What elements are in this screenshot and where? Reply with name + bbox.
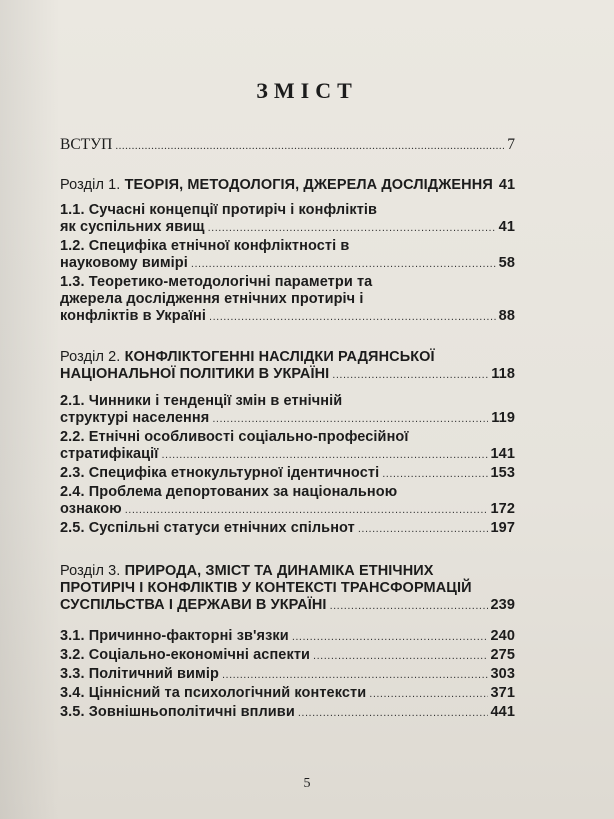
toc-section-3 bbox=[60, 563, 515, 721]
toc-entry-text: 2.1. Чинники і тенденції змін в етнічній bbox=[60, 393, 343, 409]
toc-entry-text: як суспільних явищ bbox=[60, 219, 205, 235]
page-shadow bbox=[0, 0, 60, 819]
toc-entry bbox=[60, 666, 515, 683]
section-label: Розділ 1. bbox=[60, 177, 121, 193]
section-items bbox=[60, 393, 515, 537]
toc-line bbox=[60, 136, 515, 153]
toc-entry bbox=[60, 704, 515, 721]
toc-entry-text: 3.2. Соціально-економічні аспекти bbox=[60, 647, 311, 663]
section-label: Розділ 3. bbox=[60, 563, 121, 579]
toc-entry bbox=[60, 274, 515, 325]
toc-entry-line bbox=[60, 393, 515, 410]
toc-entry-line bbox=[60, 410, 515, 427]
page-title: ЗМІСТ bbox=[256, 78, 358, 103]
leader-dots bbox=[208, 220, 496, 237]
intro-title: ВСТУП bbox=[60, 136, 113, 153]
toc-entry-line bbox=[60, 238, 515, 255]
toc-entry bbox=[60, 647, 515, 664]
toc-entry-line bbox=[60, 520, 515, 537]
section-title: ТЕОРІЯ, МЕТОДОЛОГІЯ, ДЖЕРЕЛА ДОСЛІДЖЕННЯ bbox=[124, 177, 493, 193]
section-items bbox=[60, 628, 515, 721]
toc-entry-text: ознакою bbox=[60, 501, 122, 517]
toc-entry-line bbox=[60, 202, 515, 219]
toc-entry-line bbox=[60, 647, 515, 664]
toc-entry-page: 275 bbox=[490, 647, 515, 663]
toc-entry-line bbox=[60, 465, 515, 482]
toc-entry-line bbox=[60, 308, 515, 325]
toc-entry-page: 88 bbox=[498, 308, 515, 324]
toc-entry-line bbox=[60, 501, 515, 518]
leader-dots bbox=[382, 466, 487, 483]
leader-dots bbox=[222, 667, 488, 684]
toc-entry-page: 58 bbox=[498, 255, 515, 271]
toc-entry bbox=[60, 628, 515, 645]
toc-entry-line bbox=[60, 291, 515, 308]
leader-dots bbox=[330, 598, 488, 615]
leader-dots bbox=[332, 367, 488, 384]
toc-entry-text: 3.4. Ціннісний та психологічний контексти bbox=[60, 685, 367, 701]
toc-section-2 bbox=[60, 349, 515, 537]
section-title: СУСПІЛЬСТВА І ДЕРЖАВИ В УКРАЇНІ bbox=[60, 597, 327, 613]
toc-entry-page: 172 bbox=[490, 501, 515, 517]
section-heading-line bbox=[60, 366, 515, 383]
toc-entry-line bbox=[60, 429, 515, 446]
toc-entry-page: 197 bbox=[490, 520, 515, 536]
section-page: 239 bbox=[490, 597, 515, 613]
section-title: ПРОТИРІЧ І КОНФЛІКТІВ У КОНТЕКСТІ ТРАНСФОРМАЦІЙ bbox=[60, 580, 472, 596]
leader-dots bbox=[212, 411, 488, 428]
section-heading-line bbox=[60, 177, 515, 194]
section-title: ПРИРОДА, ЗМІСТ ТА ДИНАМІКА ЕТНІЧНИХ bbox=[124, 563, 434, 579]
toc-section-1 bbox=[60, 177, 515, 325]
toc-entry bbox=[60, 202, 515, 236]
leader-dots bbox=[292, 629, 488, 646]
toc-entry-text: структурі населення bbox=[60, 410, 210, 426]
toc-entry-line bbox=[60, 484, 515, 501]
leader-dots bbox=[298, 705, 488, 722]
toc-entry-line bbox=[60, 255, 515, 272]
toc-entry-text: 1.3. Теоретико-методологічні параметри та bbox=[60, 274, 373, 290]
toc-entry-line bbox=[60, 219, 515, 236]
section-label: Розділ 2. bbox=[60, 349, 121, 365]
page-number: 5 bbox=[303, 776, 311, 791]
section-heading-line bbox=[60, 580, 515, 597]
toc-entry-line bbox=[60, 274, 515, 291]
leader-dots bbox=[161, 447, 487, 464]
toc-entry-page: 303 bbox=[490, 666, 515, 682]
toc-entry-page: 240 bbox=[490, 628, 515, 644]
toc-entry bbox=[60, 484, 515, 518]
toc-entry-line bbox=[60, 628, 515, 645]
section-heading-line bbox=[60, 563, 515, 580]
section-heading-line bbox=[60, 349, 515, 366]
toc-entry-text: 3.5. Зовнішньополітичні впливи bbox=[60, 704, 295, 720]
toc-entry-text: 2.2. Етнічні особливості соціально-професійної bbox=[60, 429, 409, 445]
toc-entry-page: 119 bbox=[491, 410, 515, 426]
leader-dots bbox=[115, 138, 504, 155]
section-title: КОНФЛІКТОГЕННІ НАСЛІДКИ РАДЯНСЬКОЇ bbox=[124, 349, 435, 365]
toc-entry-text: 2.4. Проблема депортованих за національною bbox=[60, 484, 398, 500]
leader-dots bbox=[191, 256, 496, 273]
table-of-contents bbox=[60, 126, 515, 721]
toc-entry-text: науковому вимірі bbox=[60, 255, 188, 271]
toc-entry bbox=[60, 520, 515, 537]
section-title: НАЦІОНАЛЬНОЇ ПОЛІТИКИ В УКРАЇНІ bbox=[60, 366, 330, 382]
toc-entry-text: джерела дослідження етнічних протиріч і bbox=[60, 291, 364, 307]
toc-entry-text: 1.1. Сучасні концепції протиріч і конфліктів bbox=[60, 202, 378, 218]
leader-dots bbox=[369, 686, 487, 703]
toc-entry-text: стратифікації bbox=[60, 446, 159, 462]
leader-dots bbox=[313, 648, 487, 665]
toc-entry-text: 2.3. Специфіка етнокультурної ідентичності bbox=[60, 465, 380, 481]
leader-dots bbox=[125, 502, 488, 519]
toc-entry-page: 41 bbox=[498, 219, 515, 235]
toc-entry-page: 141 bbox=[490, 446, 515, 462]
toc-entry-line bbox=[60, 446, 515, 463]
toc-entry bbox=[60, 465, 515, 482]
section-page: 41 bbox=[498, 177, 516, 193]
toc-entry-text: 1.2. Специфіка етнічної конфліктності в bbox=[60, 238, 350, 254]
section-heading-line bbox=[60, 597, 515, 614]
leader-dots bbox=[358, 521, 488, 538]
toc-entry bbox=[60, 238, 515, 272]
toc-entry-text: конфліктів в Україні bbox=[60, 308, 207, 324]
toc-entry-page: 153 bbox=[490, 465, 515, 481]
toc-entry bbox=[60, 393, 515, 427]
toc-entry-page: 441 bbox=[490, 704, 515, 720]
toc-entry bbox=[60, 429, 515, 463]
toc-entry-text: 2.5. Суспільні статуси етнічних спільнот bbox=[60, 520, 355, 536]
toc-entry-line bbox=[60, 704, 515, 721]
section-page: 118 bbox=[491, 366, 515, 382]
toc-intro bbox=[60, 136, 515, 153]
section-items bbox=[60, 202, 515, 325]
toc-entry-text: 3.1. Причинно-факторні зв'язки bbox=[60, 628, 289, 644]
toc-entry bbox=[60, 685, 515, 702]
toc-entry-line bbox=[60, 685, 515, 702]
toc-entry-text: 3.3. Політичний вимір bbox=[60, 666, 219, 682]
intro-page: 7 bbox=[507, 136, 515, 153]
toc-entry-line bbox=[60, 666, 515, 683]
leader-dots bbox=[209, 309, 496, 326]
toc-entry-page: 371 bbox=[490, 685, 515, 701]
